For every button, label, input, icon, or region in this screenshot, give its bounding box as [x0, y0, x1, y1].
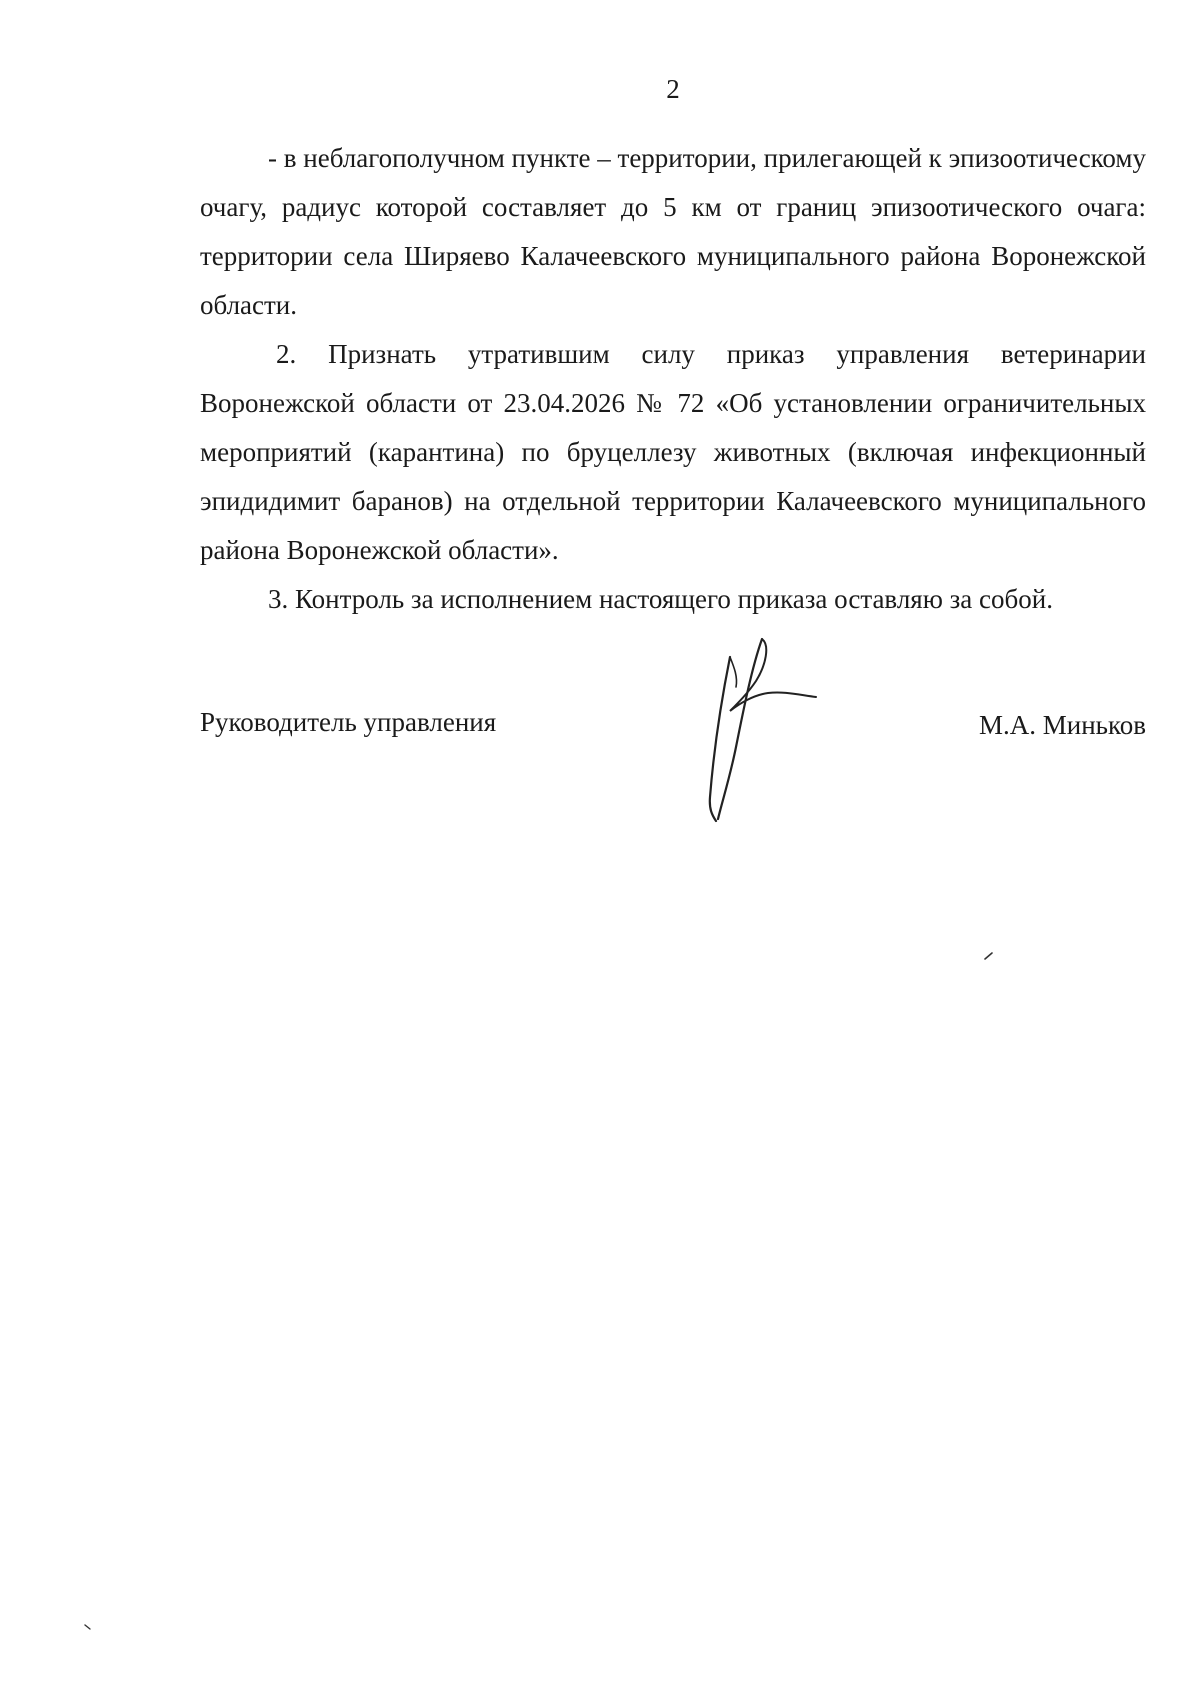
paragraph-territory: - в неблагополучном пункте – территории, прилегающей к эпизоотическому очагу, радиус которой составляет до 5 км от границ эпизоотического очага: территории села Ширяево Калачеевского муниципального района Воронежской области.	[200, 143, 1146, 320]
signer-title: Руководитель управления	[200, 707, 497, 737]
paragraph-control: 3. Контроль за исполнением настоящего приказа оставляю за собой.	[268, 584, 1053, 614]
stray-mark	[84, 1624, 92, 1630]
stray-mark	[984, 952, 994, 960]
document-body	[200, 134, 1146, 624]
page-number: 2	[666, 74, 680, 104]
signature-block	[200, 695, 1146, 835]
signer-name: М.А. Миньков	[979, 710, 1146, 740]
paragraph-revoke-order: 2. Признать утратившим силу приказ управления ветеринарии Воронежской области от 23.04.2026 № 72 «Об установлении ограничительных мероприятий (карантина) по бруцеллезу животных (включая инфекционный эпидидимит баранов) на отдельной территории Калачеевского муниципального района Воронежской области».	[200, 339, 1146, 565]
handwritten-signature	[700, 637, 830, 827]
